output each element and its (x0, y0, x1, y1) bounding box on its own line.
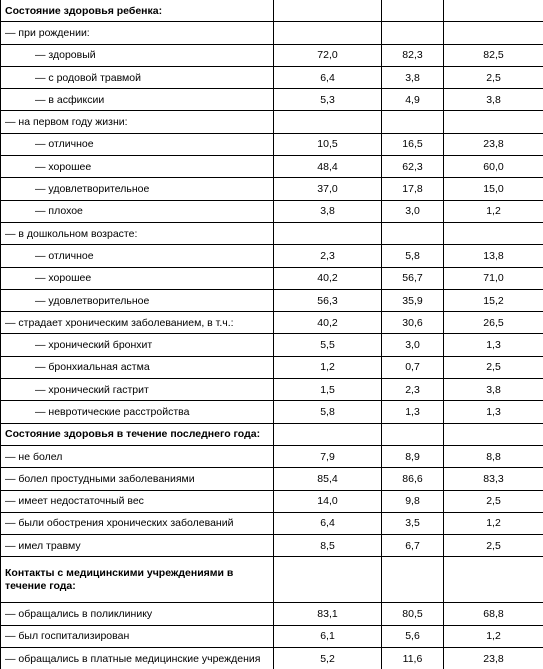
value-cell-col3: 13,8 (444, 245, 543, 267)
value-cell-col2 (382, 423, 444, 445)
value-cell-col2: 3,0 (382, 334, 444, 356)
value-cell-col1: 7,9 (274, 445, 382, 467)
value-cell-col2: 11,6 (382, 648, 444, 669)
value-cell-col1: 2,3 (274, 245, 382, 267)
row-label-cell: — отличное (1, 245, 274, 267)
value-cell-col1 (274, 557, 382, 603)
row-label-cell: — были обострения хронических заболеваний (1, 512, 274, 534)
value-cell-col1: 10,5 (274, 133, 382, 155)
value-cell-col2 (382, 0, 444, 22)
row-label-cell: — хорошее (1, 156, 274, 178)
section-header-cell: Состояние здоровья в течение последнего года: (1, 423, 274, 445)
value-cell-col2: 30,6 (382, 312, 444, 334)
value-cell-col2: 0,7 (382, 356, 444, 378)
row-label-cell: — не болел (1, 445, 274, 467)
table-row (1, 22, 543, 44)
table-row (1, 222, 543, 244)
value-cell-col1: 72,0 (274, 44, 382, 66)
value-cell-col2: 6,7 (382, 535, 444, 557)
value-cell-col3: 83,3 (444, 468, 543, 490)
value-cell-col2: 8,9 (382, 445, 444, 467)
value-cell-col3 (444, 423, 543, 445)
value-cell-col3: 8,8 (444, 445, 543, 467)
row-label-cell: — в дошкольном возрасте: (1, 222, 274, 244)
value-cell-col1: 5,5 (274, 334, 382, 356)
table-body (1, 0, 543, 669)
value-cell-col3 (444, 0, 543, 22)
value-cell-col2: 80,5 (382, 603, 444, 625)
table-row (1, 133, 543, 155)
table-row (1, 334, 543, 356)
value-cell-col1: 3,8 (274, 200, 382, 222)
value-cell-col3 (444, 22, 543, 44)
value-cell-col2: 1,3 (382, 401, 444, 423)
table-row (1, 512, 543, 534)
value-cell-col1: 1,5 (274, 379, 382, 401)
row-label-cell: — болел простудными заболеваниями (1, 468, 274, 490)
table-row (1, 312, 543, 334)
value-cell-col3: 2,5 (444, 356, 543, 378)
row-label-cell: — удовлетворительное (1, 289, 274, 311)
value-cell-col2: 16,5 (382, 133, 444, 155)
value-cell-col1 (274, 111, 382, 133)
table-row (1, 557, 543, 603)
table-row (1, 648, 543, 669)
value-cell-col1: 5,8 (274, 401, 382, 423)
row-label-cell: — имеет недостаточный вес (1, 490, 274, 512)
row-label-cell: — невротические расстройства (1, 401, 274, 423)
table-row (1, 535, 543, 557)
value-cell-col2: 9,8 (382, 490, 444, 512)
table-row (1, 356, 543, 378)
value-cell-col2 (382, 111, 444, 133)
value-cell-col1: 40,2 (274, 312, 382, 334)
value-cell-col2 (382, 222, 444, 244)
value-cell-col3: 3,8 (444, 379, 543, 401)
value-cell-col2: 17,8 (382, 178, 444, 200)
value-cell-col3: 1,2 (444, 512, 543, 534)
row-label-cell: — на первом году жизни: (1, 111, 274, 133)
row-label-cell: — имел травму (1, 535, 274, 557)
value-cell-col3: 60,0 (444, 156, 543, 178)
value-cell-col3: 68,8 (444, 603, 543, 625)
value-cell-col1: 5,2 (274, 648, 382, 669)
table-row (1, 445, 543, 467)
value-cell-col1 (274, 423, 382, 445)
value-cell-col3: 2,5 (444, 490, 543, 512)
value-cell-col1: 6,4 (274, 66, 382, 88)
value-cell-col3: 2,5 (444, 535, 543, 557)
value-cell-col3: 71,0 (444, 267, 543, 289)
value-cell-col2: 3,5 (382, 512, 444, 534)
row-label-cell: — обращались в платные медицинские учреждения (1, 648, 274, 669)
row-label-cell: — был госпитализирован (1, 625, 274, 647)
table-row (1, 0, 543, 22)
value-cell-col1 (274, 222, 382, 244)
value-cell-col1: 6,4 (274, 512, 382, 534)
value-cell-col1: 37,0 (274, 178, 382, 200)
value-cell-col3: 23,8 (444, 133, 543, 155)
value-cell-col1: 14,0 (274, 490, 382, 512)
value-cell-col2: 56,7 (382, 267, 444, 289)
table-row (1, 625, 543, 647)
table-row (1, 89, 543, 111)
row-label-cell: — отличное (1, 133, 274, 155)
table-row (1, 156, 543, 178)
value-cell-col1: 48,4 (274, 156, 382, 178)
value-cell-col2: 5,8 (382, 245, 444, 267)
value-cell-col2: 3,8 (382, 66, 444, 88)
value-cell-col1: 85,4 (274, 468, 382, 490)
table-row (1, 111, 543, 133)
table-row (1, 178, 543, 200)
value-cell-col3: 1,2 (444, 625, 543, 647)
table-row (1, 200, 543, 222)
row-label-cell: — обращались в поликлинику (1, 603, 274, 625)
value-cell-col2: 86,6 (382, 468, 444, 490)
row-label-cell: — здоровый (1, 44, 274, 66)
row-label-cell: — хорошее (1, 267, 274, 289)
section-header-cell: Контакты с медицинскими учреждениями в течение года: (1, 557, 274, 603)
value-cell-col2: 82,3 (382, 44, 444, 66)
row-label-cell: — в асфиксии (1, 89, 274, 111)
row-label-cell: — хронический бронхит (1, 334, 274, 356)
value-cell-col1: 6,1 (274, 625, 382, 647)
table-row (1, 490, 543, 512)
table-row (1, 245, 543, 267)
section-header-cell: Состояние здоровья ребенка: (1, 0, 274, 22)
row-label-cell: — при рождении: (1, 22, 274, 44)
value-cell-col2: 3,0 (382, 200, 444, 222)
value-cell-col1: 40,2 (274, 267, 382, 289)
row-label-cell: — страдает хроническим заболеванием, в т.ч.: (1, 312, 274, 334)
value-cell-col1: 8,5 (274, 535, 382, 557)
value-cell-col2: 5,6 (382, 625, 444, 647)
value-cell-col3: 1,3 (444, 401, 543, 423)
value-cell-col2 (382, 557, 444, 603)
table-row (1, 401, 543, 423)
value-cell-col2: 4,9 (382, 89, 444, 111)
value-cell-col1 (274, 22, 382, 44)
value-cell-col3: 3,8 (444, 89, 543, 111)
value-cell-col3: 23,8 (444, 648, 543, 669)
value-cell-col3: 2,5 (444, 66, 543, 88)
value-cell-col3 (444, 557, 543, 603)
value-cell-col2: 2,3 (382, 379, 444, 401)
row-label-cell: — хронический гастрит (1, 379, 274, 401)
value-cell-col1: 83,1 (274, 603, 382, 625)
value-cell-col1: 5,3 (274, 89, 382, 111)
table-row (1, 289, 543, 311)
value-cell-col3: 82,5 (444, 44, 543, 66)
value-cell-col1 (274, 0, 382, 22)
value-cell-col3 (444, 111, 543, 133)
table-row (1, 423, 543, 445)
table-row (1, 44, 543, 66)
value-cell-col2: 62,3 (382, 156, 444, 178)
value-cell-col1: 1,2 (274, 356, 382, 378)
value-cell-col2 (382, 22, 444, 44)
row-label-cell: — с родовой травмой (1, 66, 274, 88)
value-cell-col3 (444, 222, 543, 244)
row-label-cell: — плохое (1, 200, 274, 222)
value-cell-col3: 15,2 (444, 289, 543, 311)
table-row (1, 66, 543, 88)
value-cell-col3: 26,5 (444, 312, 543, 334)
value-cell-col3: 15,0 (444, 178, 543, 200)
value-cell-col3: 1,2 (444, 200, 543, 222)
value-cell-col1: 56,3 (274, 289, 382, 311)
row-label-cell: — бронхиальная астма (1, 356, 274, 378)
table-row (1, 603, 543, 625)
table-row (1, 468, 543, 490)
row-label-cell: — удовлетворительное (1, 178, 274, 200)
value-cell-col3: 1,3 (444, 334, 543, 356)
value-cell-col2: 35,9 (382, 289, 444, 311)
table-row (1, 267, 543, 289)
table-row (1, 379, 543, 401)
